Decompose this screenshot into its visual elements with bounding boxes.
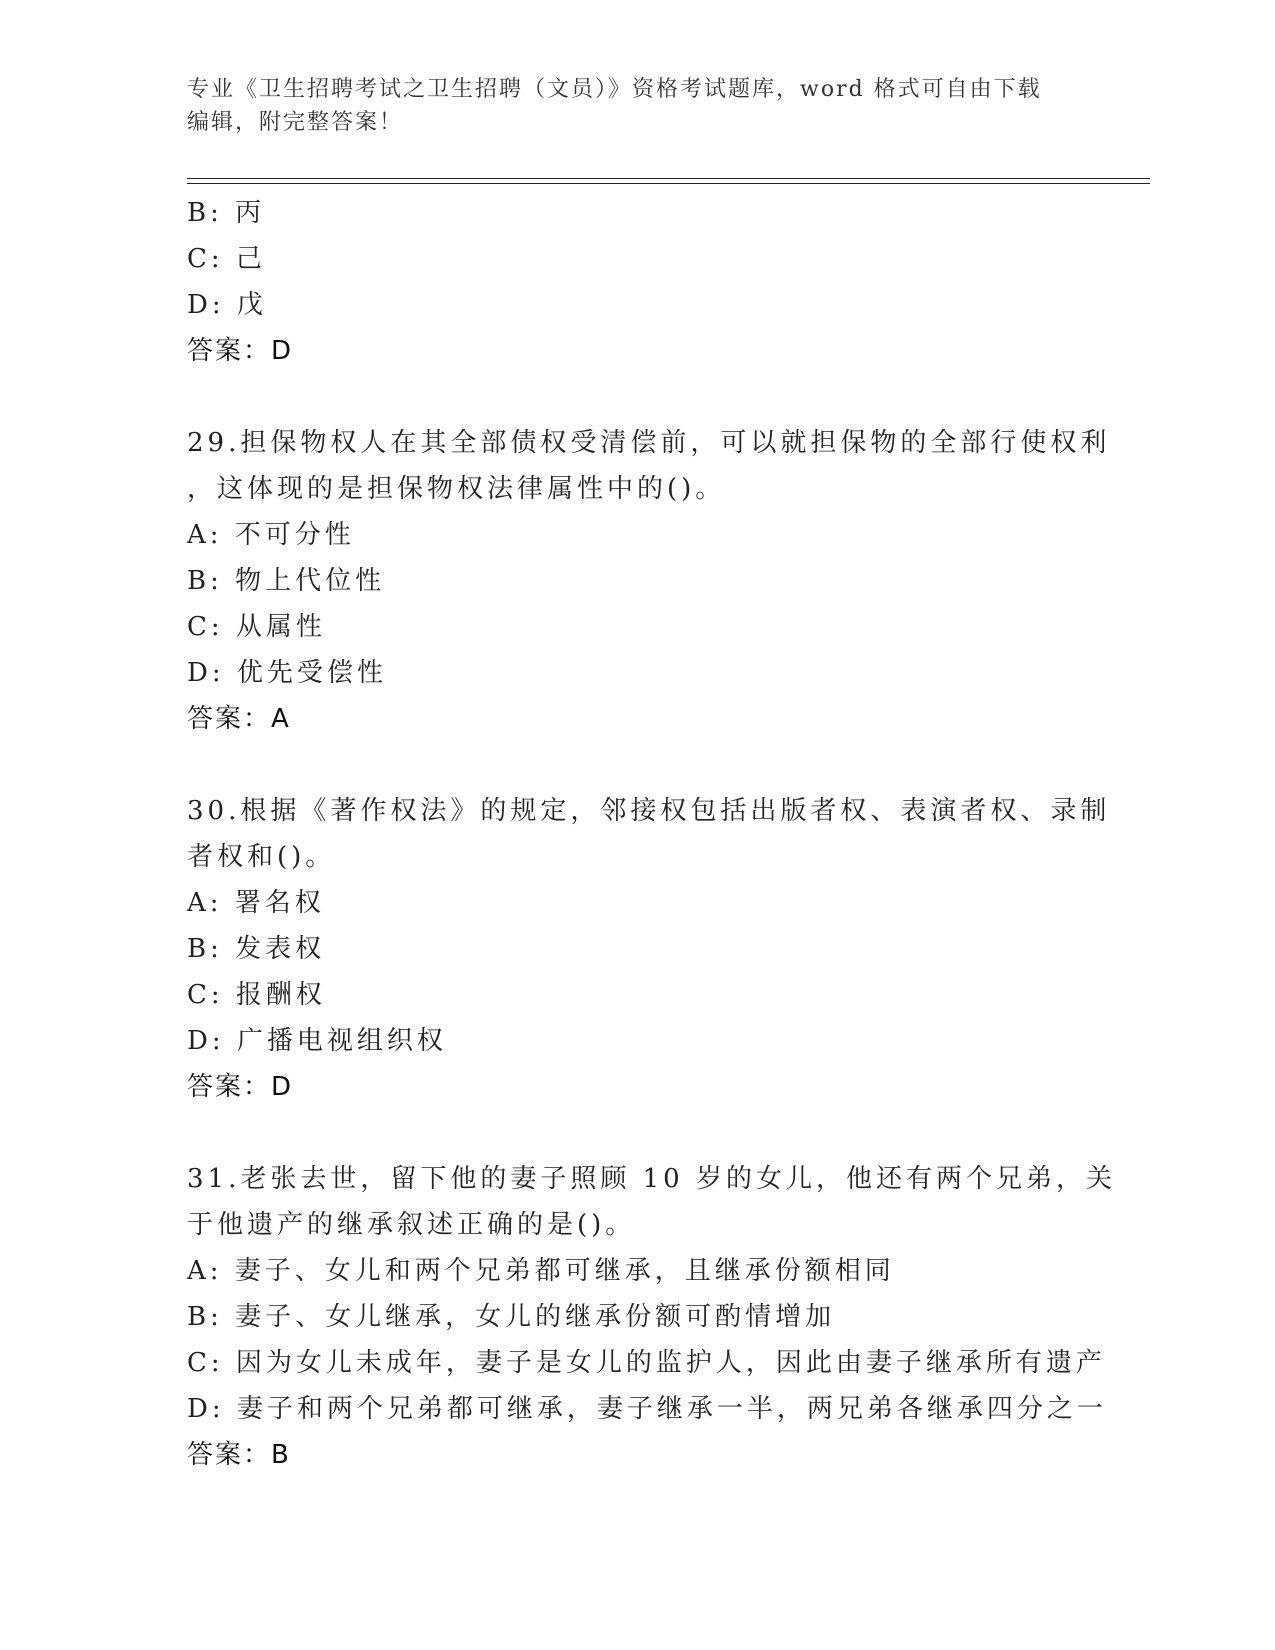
option-b: B: 发表权	[187, 934, 326, 964]
question-stem: 29.担保物权人在其全部债权受清偿前，可以就担保物的全部行使权利	[187, 428, 1111, 458]
option-c: C: 从属性	[187, 612, 326, 642]
answer: 答案：A	[187, 704, 291, 734]
option-c: C: 己	[187, 244, 266, 274]
spacer	[187, 1110, 1087, 1156]
question-list	[187, 190, 1116, 1478]
header-rule-top	[187, 178, 1150, 179]
spacer	[187, 742, 1087, 788]
question-28	[187, 190, 1087, 374]
option-a: A: 妻子、女儿和两个兄弟都可继承，且继承份额相同	[187, 1256, 895, 1286]
option-c: C: 因为女儿未成年，妻子是女儿的监护人，因此由妻子继承所有遗产	[187, 1348, 1106, 1378]
option-d: D: 妻子和两个兄弟都可继承，妻子继承一半，两兄弟各继承四分之一	[187, 1394, 1107, 1424]
option-d: D: 广播电视组织权	[187, 1026, 447, 1056]
option-d: D: 戊	[187, 290, 267, 320]
question-stem: 30.根据《著作权法》的规定，邻接权包括出版者权、表演者权、录制	[187, 796, 1111, 826]
page-header	[187, 73, 1067, 139]
question-30	[187, 788, 1111, 1110]
option-b: B: 丙	[187, 198, 266, 228]
option-a: A: 署名权	[187, 888, 325, 918]
question-stem: 31.老张去世，留下他的妻子照顾 10 岁的女儿，他还有两个兄弟，关	[187, 1164, 1116, 1194]
option-a: A: 不可分性	[187, 520, 355, 550]
option-c: C: 报酬权	[187, 980, 326, 1010]
question-stem-continued: ，这体现的是担保物权法律属性中的()。	[187, 474, 726, 504]
question-29	[187, 420, 1111, 742]
header-line-2: 编辑，附完整答案！	[187, 110, 404, 135]
answer: 答案：D	[187, 1072, 294, 1102]
option-b: B: 妻子、女儿继承，女儿的继承份额可酌情增加	[187, 1302, 836, 1332]
header-rule-bottom	[187, 183, 1150, 184]
question-stem-continued: 于他遗产的继承叙述正确的是()。	[187, 1210, 636, 1240]
option-d: D: 优先受偿性	[187, 658, 387, 688]
question-31	[187, 1156, 1116, 1478]
answer: 答案：D	[187, 336, 294, 366]
spacer	[187, 374, 1087, 420]
answer: 答案：B	[187, 1440, 291, 1470]
question-stem-continued: 者权和()。	[187, 842, 336, 872]
option-b: B: 物上代位性	[187, 566, 386, 596]
header-line-1: 专业《卫生招聘考试之卫生招聘（文员）》资格考试题库，word 格式可自由下载	[187, 77, 1042, 102]
